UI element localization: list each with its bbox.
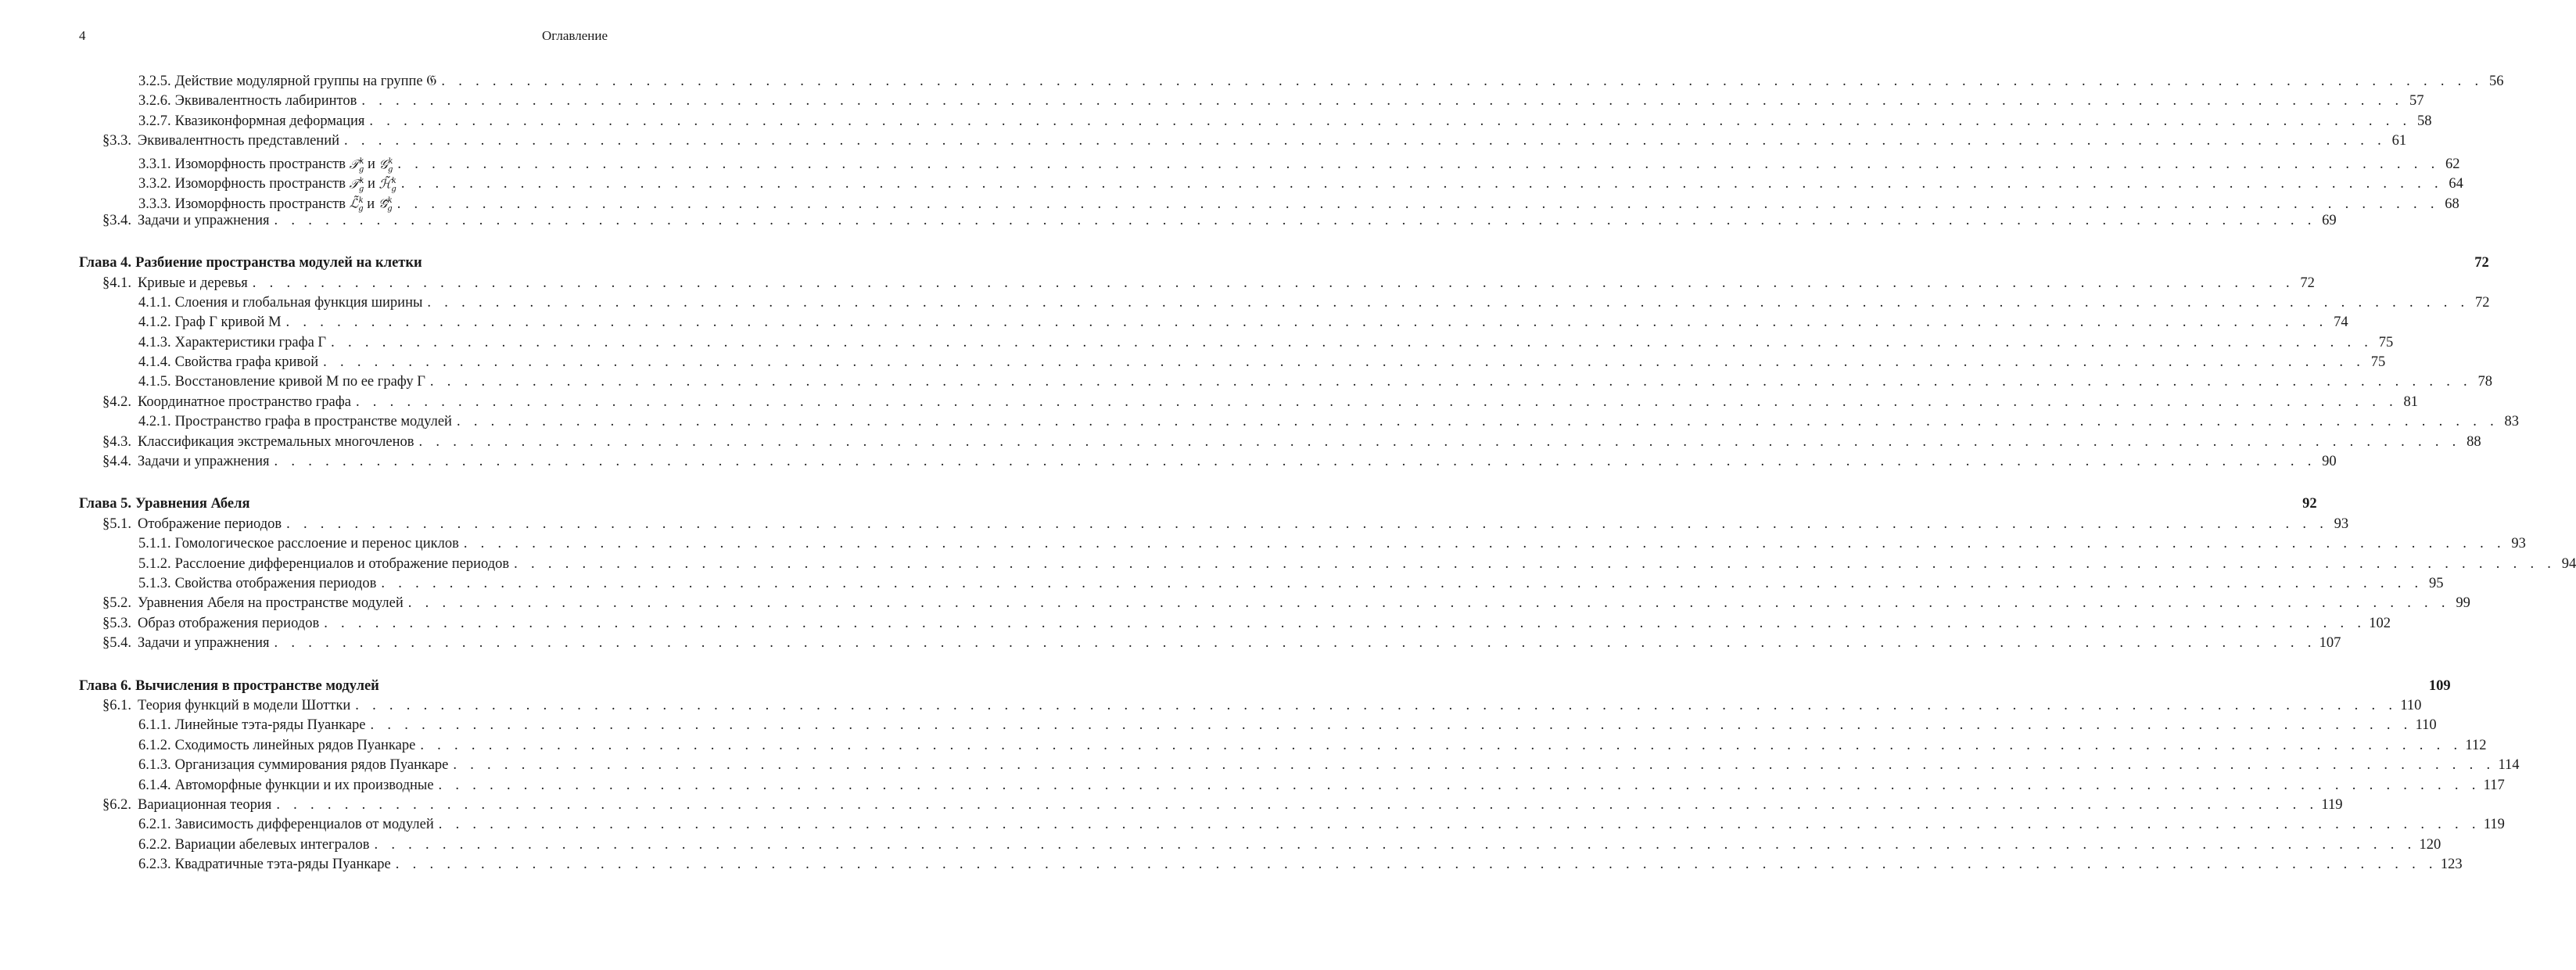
entry-page-number: 68	[2445, 196, 2459, 212]
dot-leader: . . . . . . . . . . . . . . . . . . . . . . . . . . . . . . . . . . . . . . . . . . . . . . . . . . . . . . . . . . . . . . . . . . . . . . . . . . . . . . . . . . . . . . . . . . . . . . . . . . . . . . . . . . . . . . . . . . . . . . . .	[438, 817, 2481, 833]
dot-leader: . . . . . . . . . . . . . . . . . . . . . . . . . . . . . . . . . . . . . . . . . . . . . . . . . . . . . . . . . . . . . . . . . . . . . . . . . . . . . . . . . . . . . . . . . . . . . . . . . . . . . . . . . . . . . . . . . . . . . . . .	[418, 433, 2461, 450]
toc-entry-subsection[interactable]	[79, 555, 2576, 574]
toc-entry-chapter[interactable]	[79, 494, 2317, 514]
toc-entry-subsection[interactable]	[79, 353, 2386, 372]
entry-page-number: 114	[2498, 757, 2520, 774]
entry-title: Изоморфность пространств	[174, 176, 346, 192]
math-subscript: g	[387, 165, 393, 174]
toc-entry-section[interactable]	[79, 696, 2422, 716]
entry-title: Задачи и упражнения	[138, 212, 270, 228]
entry-number: §5.2.	[102, 595, 131, 612]
entry-page-number: 99	[2456, 595, 2470, 612]
math-superscript: k	[359, 156, 364, 166]
entry-title: Свойства графа кривой	[174, 354, 319, 371]
entry-number: 4.1.2.	[138, 314, 171, 331]
entry-page-number: 110	[2415, 717, 2437, 734]
entry-page-number: 93	[2334, 516, 2349, 532]
toc-entry-subsection[interactable]	[79, 191, 2459, 214]
dot-leader: . . . . . . . . . . . . . . . . . . . . . . . . . . . . . . . . . . . . . . . . . . . . . . . . . . . . . . . . . . . . . . . . . . . . . . . . . . . . . . . . . . . . . . . . . . . . . . . . . . . . . . . . . . . . . . . . . . . . . . . .	[285, 314, 2328, 331]
entry-number: §5.1.	[102, 516, 131, 532]
entry-title: Координатное пространство графа	[138, 393, 351, 410]
entry-number: 3.2.6.	[138, 93, 171, 110]
dot-leader: . . . . . . . . . . . . . . . . . . . . . . . . . . . . . . . . . . . . . . . . . . . . . . . . . . . . . . . . . . . . . . . . . . . . . . . . . . . . . . . . . . . . . . . . . . . . . . . . . . . . . . . . . . . . . . . . . . . . . . . .	[456, 414, 2499, 430]
dot-leader: . . . . . . . . . . . . . . . . . . . . . . . . . . . . . . . . . . . . . . . . . . . . . . . . . . . . . . . . . . . . . . . . . . . . . . . . . . . . . . . . . . . . . . . . . . . . . . . . . . . . . . . . . . . . . . . . . . . . . . . .	[274, 212, 2316, 228]
entry-title: Изоморфность пространств	[174, 196, 346, 212]
toc-entry-subsection[interactable]	[79, 855, 2463, 875]
entry-title: Вычисления в пространстве модулей	[135, 677, 379, 694]
math-subscript: g	[387, 204, 393, 214]
entry-title: Эквивалентность представлений	[138, 133, 339, 149]
entry-number: 3.2.7.	[138, 113, 171, 129]
entry-title: Теория функций в модели Шоттки	[138, 697, 351, 713]
entry-page-number: 56	[2488, 74, 2504, 89]
math-subscript: g	[391, 185, 396, 194]
dot-leader: . . . . . . . . . . . . . . . . . . . . . . . . . . . . . . . . . . . . . . . . . . . . . . . . . . . . . . . . . . . . . . . . . . . . . . . . . . . . . . . . . . . . . . . . . . . . . . . . . . . . . . . . . . . . . . . . . . . . . . . .	[438, 777, 2481, 793]
entry-page-number: 81	[2403, 393, 2419, 410]
entry-title: Эквивалентность лабиринтов	[174, 93, 357, 110]
entry-number: §4.1.	[102, 275, 131, 291]
dot-leader: . . . . . . . . . . . . . . . . . . . . . . . . . . . . . . . . . . . . . . . . . . . . . . . . . . . . . . . . . . . . . . . . . . . . . . . . . . . . . . . . . . . . . . . . . . . . . . . . . . . . . . . . . . . . . . . . . . . . . . . .	[463, 536, 2506, 552]
toc-entry-subsection[interactable]	[79, 333, 2394, 353]
running-title: Оглавление	[542, 28, 608, 43]
dot-leader: . . . . . . . . . . . . . . . . . . . . . . . . . . . . . . . . . . . . . . . . . . . . . . . . . . . . . . . . . . . . . . . . . . . . . . . . . . . . . . . . . . . . . . . . . . . . . . . . . . . . . . . . . . . . . . . . . . . . . . . .	[324, 615, 2366, 631]
dot-leader: . . . . . . . . . . . . . . . . . . . . . . . . . . . . . . . . . . . . . . . . . . . . . . . . . . . . . . . . . . . . . . . . . . . . . . . . . . . . . . . . . . . . . . . . . . . . . . . . . . . . . . . . . . . . . . . . . . . . . . . .	[286, 516, 2329, 532]
math-superscript: k	[388, 156, 393, 166]
dot-leader: . . . . . . . . . . . . . . . . . . . . . . . . . . . . . . . . . . . . . . . . . . . . . . . . . . . . . . . . . . . . . . . . . . . . . . . . . . . . . . . . . . . . . . . . . . . . . . . . . . . . . . . . . . . . . . . . . . . . . . . .	[323, 354, 2366, 371]
entry-number: §5.3.	[102, 615, 131, 631]
entry-number: 4.1.3.	[138, 334, 171, 350]
entry-title: Квадратичные тэта-ряды Пуанкаре	[174, 857, 391, 873]
toc-entry-subsection[interactable]	[79, 171, 2463, 194]
entry-title: Граф Γ кривой M	[174, 314, 282, 331]
entry-number: Глава 5.	[79, 496, 132, 512]
entry-title: Действие модулярной группы на группе 𝔊	[174, 74, 437, 89]
entry-number: 6.1.4.	[138, 777, 171, 793]
entry-title: Расслоение дифференциалов и отображение периодов	[174, 555, 510, 572]
math-base: 𝒯	[349, 176, 359, 192]
entry-number: §4.2.	[102, 393, 131, 410]
toc-entry-subsection[interactable]	[79, 72, 2504, 92]
entry-title: Вариационная теория	[138, 796, 272, 813]
entry-title: Гомологическое расслоение и перенос циклов	[174, 536, 459, 552]
entry-number: 6.2.3.	[138, 857, 171, 873]
dot-leader: . . . . . . . . . . . . . . . . . . . . . . . . . . . . . . . . . . . . . . . . . . . . . . . . . . . . . . . . . . . . . . . . . . . . . . . . . . . . . . . . . . . . . . . . . . . . . . . . . . . . . . . . . . . . . . . . . . . . . . . .	[355, 393, 2398, 410]
entry-conjunction: и	[368, 156, 375, 172]
dot-leader: . . . . . . . . . . . . . . . . . . . . . . . . . . . . . . . . . . . . . . . . . . . . . . . . . . . . . . . . . . . . . . . . . . . . . . . . . . . . . . . . . . . . . . . . . . . . . . . . . . . . . . . . . . . . . . . . . . . . . . . .	[274, 454, 2316, 470]
toc-entry-section[interactable]	[79, 452, 2337, 472]
entry-number: 3.3.3.	[138, 196, 171, 212]
toc-entry-subsection[interactable]	[79, 313, 2348, 332]
entry-title: Отображение периодов	[138, 516, 282, 532]
dot-leader: . . . . . . . . . . . . . . . . . . . . . . . . . . . . . . . . . . . . . . . . . . . . . . . . . . . . . . . . . . . . . . . . . . . . . . . . . . . . . . . . . . . . . . . . . . . . . . . . . . . . . . . . . . . . . . . . . . . . . . . .	[370, 717, 2413, 734]
dot-leader: . . . . . . . . . . . . . . . . . . . . . . . . . . . . . . . . . . . . . . . . . . . . . . . . . . . . . . . . . . . . . . . . . . . . . . . . . . . . . . . . . . . . . . . . . . . . . . . . . . . . . . . . . . . . . . . . . . . . . . . .	[252, 275, 2294, 291]
toc-entry-subsection[interactable]	[79, 152, 2460, 174]
entry-number: §3.4.	[102, 212, 131, 228]
toc-entry-section[interactable]	[79, 393, 2419, 412]
dot-leader: . . . . . . . . . . . . . . . . . . . . . . . . . . . . . . . . . . . . . . . . . . . . . . . . . . . . . . . . . . . . . . . . . . . . . . . . . . . . . . . . . . . . . . . . . . . . . . . . . . . . . . . . . . . . . . . . . . . . . . . .	[369, 113, 2412, 129]
entry-page-number: 90	[2322, 454, 2337, 470]
entry-title: Организация суммирования рядов Пуанкаре	[174, 757, 449, 774]
toc-entry-section[interactable]	[79, 796, 2343, 815]
entry-page-number: 72	[2300, 275, 2315, 291]
entry-page-number: 69	[2322, 212, 2337, 228]
dot-leader: . . . . . . . . . . . . . . . . . . . . . . . . . . . . . . . . . . . . . . . . . . . . . . . . . . . . . . . . . . . . . . . . . . . . . . . . . . . . . . . . . . . . . . . . . . . . . . . . . . . . . . . . . . . . . . . . . . . . . . . .	[400, 176, 2443, 192]
toc-entry-subsection[interactable]	[79, 534, 2526, 554]
entry-page-number: 119	[2483, 817, 2505, 833]
toc-entry-section[interactable]	[79, 274, 2315, 293]
dot-leader: . . . . . . . . . . . . . . . . . . . . . . . . . . . . . . . . . . . . . . . . . . . . . . . . . . . . . . . . . . . . . . . . . . . . . . . . . . . . . . . . . . . . . . . . . . . . . . . . . . . . . . . . . . . . . . . . . . . . . . . .	[395, 857, 2438, 873]
entry-title: Зависимость дифференциалов от модулей	[174, 817, 434, 833]
dot-leader: . . . . . . . . . . . . . . . . . . . . . . . . . . . . . . . . . . . . . . . . . . . . . . . . . . . . . . . . . . . . . . . . . . . . . . . . . . . . . . . . . . . . . . . . . . . . . . . . . . . . . . . . . . . . . . . . . . . . . . . .	[397, 156, 2440, 172]
entry-page-number: 75	[2370, 354, 2386, 371]
entry-title: Вариации абелевых интегралов	[174, 836, 370, 853]
entry-number: 4.1.4.	[138, 354, 171, 371]
toc-entry-subsection[interactable]	[79, 293, 2490, 313]
toc-entry-subsection[interactable]	[79, 574, 2444, 594]
toc-entry-section[interactable]	[79, 433, 2481, 452]
dot-leader: . . . . . . . . . . . . . . . . . . . . . . . . . . . . . . . . . . . . . . . . . . . . . . . . . . . . . . . . . . . . . . . . . . . . . . . . . . . . . . . . . . . . . . . . . . . . . . . . . . . . . . . . . . . . . . . . . . . . . . . .	[381, 575, 2424, 591]
entry-page-number: 120	[2419, 836, 2441, 853]
toc-entry-section[interactable]	[79, 131, 2407, 151]
dot-leader: . . . . . . . . . . . . . . . . . . . . . . . . . . . . . . . . . . . . . . . . . . . . . . . . . . . . . . . . . . . . . . . . . . . . . . . . . . . . . . . . . . . . . . . . . . . . . . . . . . . . . . . . . . . . . . . . . . . . . . . .	[441, 74, 2484, 89]
dot-leader: . . . . . . . . . . . . . . . . . . . . . . . . . . . . . . . . . . . . . . . . . . . . . . . . . . . . . . . . . . . . . . . . . . . . . . . . . . . . . . . . . . . . . . . . . . . . . . . . . . . . . . . . . . . . . . . . . . . . . . . .	[396, 196, 2439, 212]
entry-number: 4.1.1.	[138, 294, 171, 311]
entry-page-number: 109	[2428, 677, 2451, 694]
entry-number: 3.3.1.	[138, 156, 171, 172]
entry-title: Задачи и упражнения	[138, 635, 270, 652]
dot-leader: . . . . . . . . . . . . . . . . . . . . . . . . . . . . . . . . . . . . . . . . . . . . . . . . . . . . . . . . . . . . . . . . . . . . . . . . . . . . . . . . . . . . . . . . . . . . . . . . . . . . . . . . . . . . . . . . . . . . . . . .	[355, 697, 2398, 713]
entry-title: Уравнения Абеля на пространстве модулей	[138, 595, 404, 612]
entry-number: Глава 4.	[79, 255, 132, 271]
entry-title: Задачи и упражнения	[138, 454, 270, 470]
dot-leader: . . . . . . . . . . . . . . . . . . . . . . . . . . . . . . . . . . . . . . . . . . . . . . . . . . . . . . . . . . . . . . . . . . . . . . . . . . . . . . . . . . . . . . . . . . . . . . . . . . . . . . . . . . . . . . . . . . . . . . . .	[361, 93, 2404, 110]
math-base: 𝒢	[379, 156, 388, 171]
math-superscript: k	[387, 196, 393, 206]
entry-number: §3.3.	[102, 133, 131, 149]
toc-entry-subsection[interactable]	[79, 112, 2432, 131]
entry-title: Разбиение пространства модулей на клетки	[135, 255, 422, 271]
entry-page-number: 72	[2474, 255, 2489, 271]
entry-number: 3.2.5.	[138, 74, 171, 89]
entry-number: 6.1.1.	[138, 717, 171, 734]
toc-entry-subsection[interactable]	[79, 736, 2487, 756]
entry-page-number: 117	[2483, 777, 2505, 793]
page-number: 4	[79, 28, 86, 43]
table-of-contents	[79, 72, 2576, 875]
entry-number: 6.2.1.	[138, 817, 171, 833]
math-base: 𝒢̃	[378, 196, 388, 211]
dot-leader: . . . . . . . . . . . . . . . . . . . . . . . . . . . . . . . . . . . . . . . . . . . . . . . . . . . . . . . . . . . . . . . . . . . . . . . . . . . . . . . . . . . . . . . . . . . . . . . . . . . . . . . . . . . . . . . . . . . . . . . .	[427, 294, 2470, 311]
toc-entry-subsection[interactable]	[79, 835, 2441, 855]
toc-entry-subsection[interactable]	[79, 716, 2437, 735]
math-subscript: g	[358, 204, 364, 214]
dot-leader: . . . . . . . . . . . . . . . . . . . . . . . . . . . . . . . . . . . . . . . . . . . . . . . . . . . . . . . . . . . . . . . . . . . . . . . . . . . . . . . . . . . . . . . . . . . . . . . . . . . . . . . . . . . . . . . . . . . . . . . .	[276, 796, 2319, 813]
entry-title: Характеристики графа Γ	[174, 334, 327, 350]
math-superscript: k	[358, 196, 364, 206]
entry-title: Автоморфные функции и их производные	[174, 777, 434, 793]
dot-leader: . . . . . . . . . . . . . . . . . . . . . . . . . . . . . . . . . . . . . . . . . . . . . . . . . . . . . . . . . . . . . . . . . . . . . . . . . . . . . . . . . . . . . . . . . . . . . . . . . . . . . . . . . . . . . . . . . . . . . . . .	[453, 757, 2495, 774]
toc-entry-section[interactable]	[79, 211, 2337, 231]
entry-page-number: 110	[2400, 697, 2422, 713]
entry-page-number: 107	[2319, 635, 2341, 652]
dot-leader: . . . . . . . . . . . . . . . . . . . . . . . . . . . . . . . . . . . . . . . . . . . . . . . . . . . . . . . . . . . . . . . . . . . . . . . . . . . . . . . . . . . . . . . . . . . . . . . . . . . . . . . . . . . . . . . . . . . . . . . .	[331, 334, 2373, 350]
math-base: ℒ̃	[349, 196, 359, 211]
entry-title: Уравнения Абеля	[135, 496, 250, 512]
entry-page-number: 102	[2369, 615, 2391, 631]
entry-number: 6.1.3.	[138, 757, 171, 774]
entry-conjunction: и	[368, 176, 375, 192]
entry-page-number: 123	[2440, 857, 2463, 873]
entry-number: Глава 6.	[79, 677, 132, 694]
math-subscript: g	[358, 185, 364, 194]
entry-number: §6.1.	[102, 697, 131, 713]
entry-page-number: 75	[2378, 334, 2394, 350]
entry-page-number: 58	[2416, 113, 2432, 129]
dot-leader: . . . . . . . . . . . . . . . . . . . . . . . . . . . . . . . . . . . . . . . . . . . . . . . . . . . . . . . . . . . . . . . . . . . . . . . . . . . . . . . . . . . . . . . . . . . . . . . . . . . . . . . . . . . . . . . . . . . . . . . .	[420, 737, 2463, 753]
entry-title: Линейные тэта-ряды Пуанкаре	[174, 717, 366, 734]
toc-entry-section[interactable]	[79, 634, 2341, 653]
entry-title: Восстановление кривой M по ее графу Γ	[174, 374, 425, 390]
dot-leader: . . . . . . . . . . . . . . . . . . . . . . . . . . . . . . . . . . . . . . . . . . . . . . . . . . . . . . . . . . . . . . . . . . . . . . . . . . . . . . . . . . . . . . . . . . . . . . . . . . . . . . . . . . . . . . . . . . . . . . . .	[429, 374, 2472, 390]
toc-entry-subsection[interactable]	[79, 776, 2505, 796]
entry-number: 4.2.1.	[138, 414, 171, 430]
math-subscript: g	[358, 165, 364, 174]
entry-page-number: 95	[2428, 575, 2444, 591]
entry-page-number: 83	[2504, 414, 2520, 430]
entry-page-number: 94	[2561, 555, 2576, 572]
entry-number: §4.3.	[102, 433, 131, 450]
entry-title: Квазиконформная деформация	[174, 113, 365, 129]
entry-page-number: 74	[2334, 314, 2348, 331]
entry-page-number: 119	[2321, 796, 2343, 813]
toc-entry-subsection[interactable]	[79, 92, 2424, 111]
entry-page-number: 92	[2302, 496, 2317, 512]
toc-entry-subsection[interactable]	[79, 756, 2520, 775]
entry-title: Слоения и глобальная функция ширины	[174, 294, 423, 311]
entry-number: 4.1.5.	[138, 374, 171, 390]
entry-page-number: 62	[2445, 156, 2460, 172]
toc-entry-chapter[interactable]	[79, 677, 2451, 696]
entry-conjunction: и	[367, 196, 375, 212]
entry-title: Свойства отображения периодов	[174, 575, 377, 591]
entry-number: §6.2.	[102, 796, 131, 813]
dot-leader: . . . . . . . . . . . . . . . . . . . . . . . . . . . . . . . . . . . . . . . . . . . . . . . . . . . . . . . . . . . . . . . . . . . . . . . . . . . . . . . . . . . . . . . . . . . . . . . . . . . . . . . . . . . . . . . . . . . . . . . .	[407, 595, 2450, 612]
dot-leader: . . . . . . . . . . . . . . . . . . . . . . . . . . . . . . . . . . . . . . . . . . . . . . . . . . . . . . . . . . . . . . . . . . . . . . . . . . . . . . . . . . . . . . . . . . . . . . . . . . . . . . . . . . . . . . . . . . . . . . . .	[344, 133, 2387, 149]
entry-title: Изоморфность пространств	[174, 156, 346, 172]
entry-page-number: 78	[2477, 374, 2492, 390]
entry-title: Пространство графа в пространстве модулей	[174, 414, 452, 430]
entry-page-number: 57	[2409, 93, 2424, 110]
entry-number: 6.2.2.	[138, 836, 171, 853]
toc-entry-subsection[interactable]	[79, 372, 2492, 392]
entry-page-number: 72	[2474, 294, 2490, 311]
entry-number: §4.4.	[102, 454, 131, 470]
entry-number: §5.4.	[102, 635, 131, 652]
entry-number: 6.1.2.	[138, 737, 171, 753]
math-base: ℋ̃	[379, 176, 392, 192]
entry-number: 5.1.3.	[138, 575, 171, 591]
entry-number: 5.1.2.	[138, 555, 171, 572]
entry-number: 3.3.2.	[138, 176, 171, 192]
toc-entry-subsection[interactable]	[79, 412, 2520, 432]
entry-number: 5.1.1.	[138, 536, 171, 552]
entry-page-number: 93	[2511, 536, 2526, 552]
toc-entry-subsection[interactable]	[79, 815, 2505, 835]
dot-leader: . . . . . . . . . . . . . . . . . . . . . . . . . . . . . . . . . . . . . . . . . . . . . . . . . . . . . . . . . . . . . . . . . . . . . . . . . . . . . . . . . . . . . . . . . . . . . . . . . . . . . . . . . . . . . . . . . . . . . . . .	[514, 555, 2556, 572]
dot-leader: . . . . . . . . . . . . . . . . . . . . . . . . . . . . . . . . . . . . . . . . . . . . . . . . . . . . . . . . . . . . . . . . . . . . . . . . . . . . . . . . . . . . . . . . . . . . . . . . . . . . . . . . . . . . . . . . . . . . . . . .	[274, 635, 2316, 652]
entry-title: Кривые и деревья	[138, 275, 248, 291]
toc-entry-section[interactable]	[79, 594, 2470, 613]
running-header	[79, 28, 608, 44]
entry-title: Сходимость линейных рядов Пуанкаре	[174, 737, 416, 753]
toc-entry-section[interactable]	[79, 614, 2391, 634]
toc-entry-chapter[interactable]	[79, 253, 2489, 273]
toc-entry-section[interactable]	[79, 515, 2349, 534]
entry-page-number: 61	[2391, 133, 2407, 149]
entry-page-number: 64	[2449, 176, 2463, 192]
math-base: 𝒯	[349, 156, 359, 171]
dot-leader: . . . . . . . . . . . . . . . . . . . . . . . . . . . . . . . . . . . . . . . . . . . . . . . . . . . . . . . . . . . . . . . . . . . . . . . . . . . . . . . . . . . . . . . . . . . . . . . . . . . . . . . . . . . . . . . . . . . . . . . .	[374, 836, 2416, 853]
math-superscript: k	[359, 176, 364, 185]
entry-page-number: 88	[2467, 433, 2481, 450]
math-superscript: k	[391, 176, 396, 185]
entry-page-number: 112	[2465, 737, 2487, 753]
entry-title: Образ отображения периодов	[138, 615, 320, 631]
entry-title: Классификация экстремальных многочленов	[138, 433, 414, 450]
